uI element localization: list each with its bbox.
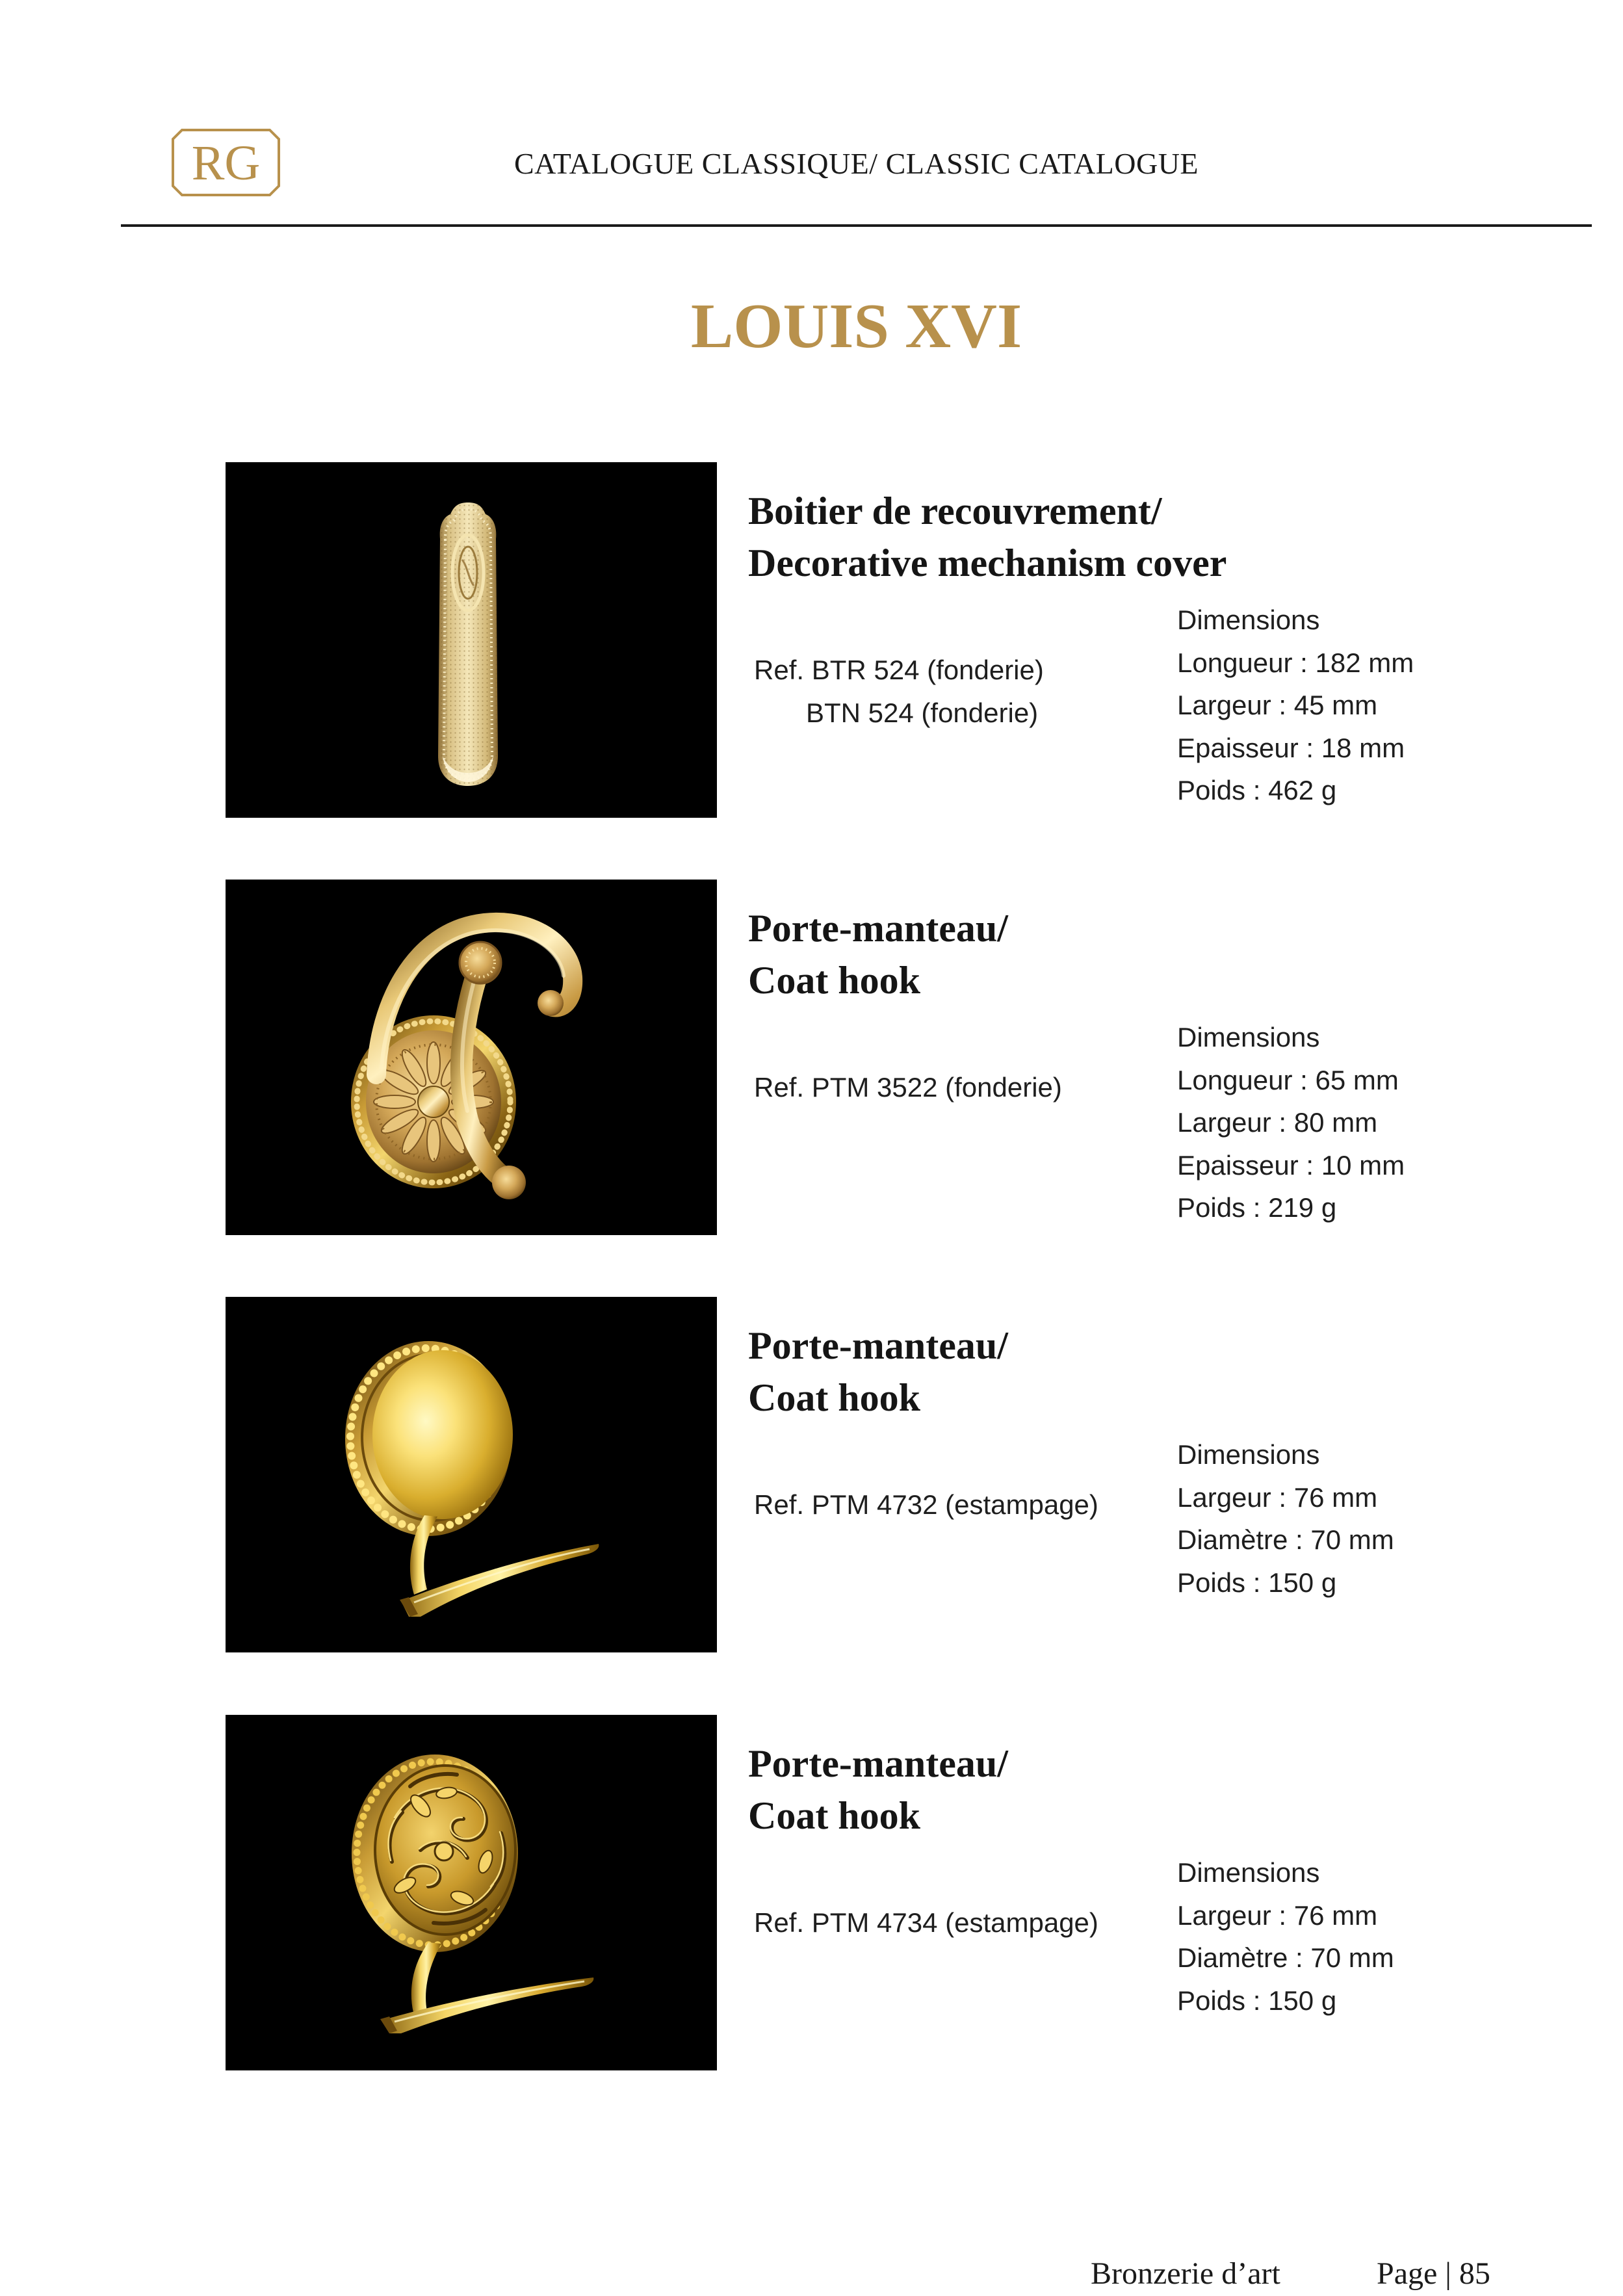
product-reference: Ref. PTM 3522 (fonderie) [754,1072,1062,1102]
dimensions-label: Dimensions [1177,1439,1320,1470]
product-title [748,1738,1008,1842]
product-title-french: Porte-manteau/ [748,907,1008,950]
dimension-value: Epaisseur : 18 mm [1177,732,1405,763]
product-photo [226,462,717,818]
product-title [748,1320,1008,1424]
dimension-value: Largeur : 45 mm [1177,690,1378,720]
plain-disc-coat-hook-photo [226,1297,717,1652]
page-number: Page | 85 [1377,2256,1490,2291]
product-entry-mechanism-cover [0,462,1623,818]
product-references [754,1483,1098,1526]
product-references [754,1901,1098,1944]
product-title-english: Coat hook [748,1376,921,1419]
ornate-disc-coat-hook-photo [226,1715,717,2070]
product-entry-rosette-coat-hook [0,880,1623,1235]
header-divider [121,224,1592,227]
hook-tip-curl [538,990,564,1016]
dimensions-label: Dimensions [1177,1022,1320,1052]
product-title-english: Coat hook [748,959,921,1002]
dimension-value: Diamètre : 70 mm [1177,1524,1394,1555]
product-references [754,1066,1062,1109]
dimension-value: Largeur : 76 mm [1177,1481,1378,1513]
product-reference: BTN 524 (fonderie) [806,698,1039,728]
dimension-value: Longueur : 65 mm [1177,1064,1399,1095]
product-title-french: Boitier de recouvrement/ [748,489,1162,532]
dimension-value: Poids : 150 g [1177,1985,1337,2016]
product-reference: Ref. BTR 524 (fonderie) [754,655,1044,685]
product-reference: Ref. PTM 4734 (estampage) [754,1907,1098,1938]
mechanism-cover-plate [438,502,498,786]
product-dimensions [1177,1851,1394,2022]
ornate-disc-backplate [352,1755,518,1952]
hook-stem [411,1942,441,2015]
dimensions-label: Dimensions [1177,1857,1320,1888]
dimension-value: Poids : 150 g [1177,1567,1337,1598]
dimension-value: Diamètre : 70 mm [1177,1942,1394,1973]
product-title-french: Porte-manteau/ [748,1324,1008,1367]
dimensions-label: Dimensions [1177,605,1320,635]
hook-blade [380,1942,593,2033]
disc-backplate [345,1341,513,1536]
disc-face [372,1350,513,1519]
product-title-english: Decorative mechanism cover [748,541,1227,584]
footer-brand: Bronzerie d’art [1091,2256,1280,2291]
product-entry-plain-disc-coat-hook [0,1297,1623,1652]
product-title [748,485,1227,589]
product-photo [226,1297,717,1652]
rosette-coat-hook-photo [226,880,717,1235]
product-dimensions [1177,599,1414,812]
dimension-value: Poids : 219 g [1177,1192,1337,1223]
hook-blade [400,1515,599,1617]
hook-end-ball [492,1166,526,1199]
catalogue-header-title: CATALOGUE CLASSIQUE/ CLASSIC CATALOGUE [513,147,1199,180]
product-title-french: Porte-manteau/ [748,1742,1008,1785]
product-photo [226,880,717,1235]
product-entry-ornate-disc-coat-hook [0,1715,1623,2070]
product-dimensions [1177,1016,1405,1229]
dimension-value: Largeur : 76 mm [1177,1899,1378,1931]
product-title-english: Coat hook [748,1794,921,1837]
logo-monogram: RG [191,136,261,190]
mechanism-cover-photo [226,462,717,818]
product-dimensions [1177,1433,1394,1604]
product-photo [226,1715,717,2070]
dimension-value: Longueur : 182 mm [1177,647,1414,678]
product-reference: Ref. PTM 4732 (estampage) [754,1489,1098,1520]
product-title [748,902,1008,1006]
collection-title: LOUIS XVI [690,291,1022,361]
dimension-value: Epaisseur : 10 mm [1177,1149,1405,1181]
product-references [754,649,1044,735]
dimension-value: Poids : 462 g [1177,775,1337,805]
dimension-value: Largeur : 80 mm [1177,1107,1378,1138]
